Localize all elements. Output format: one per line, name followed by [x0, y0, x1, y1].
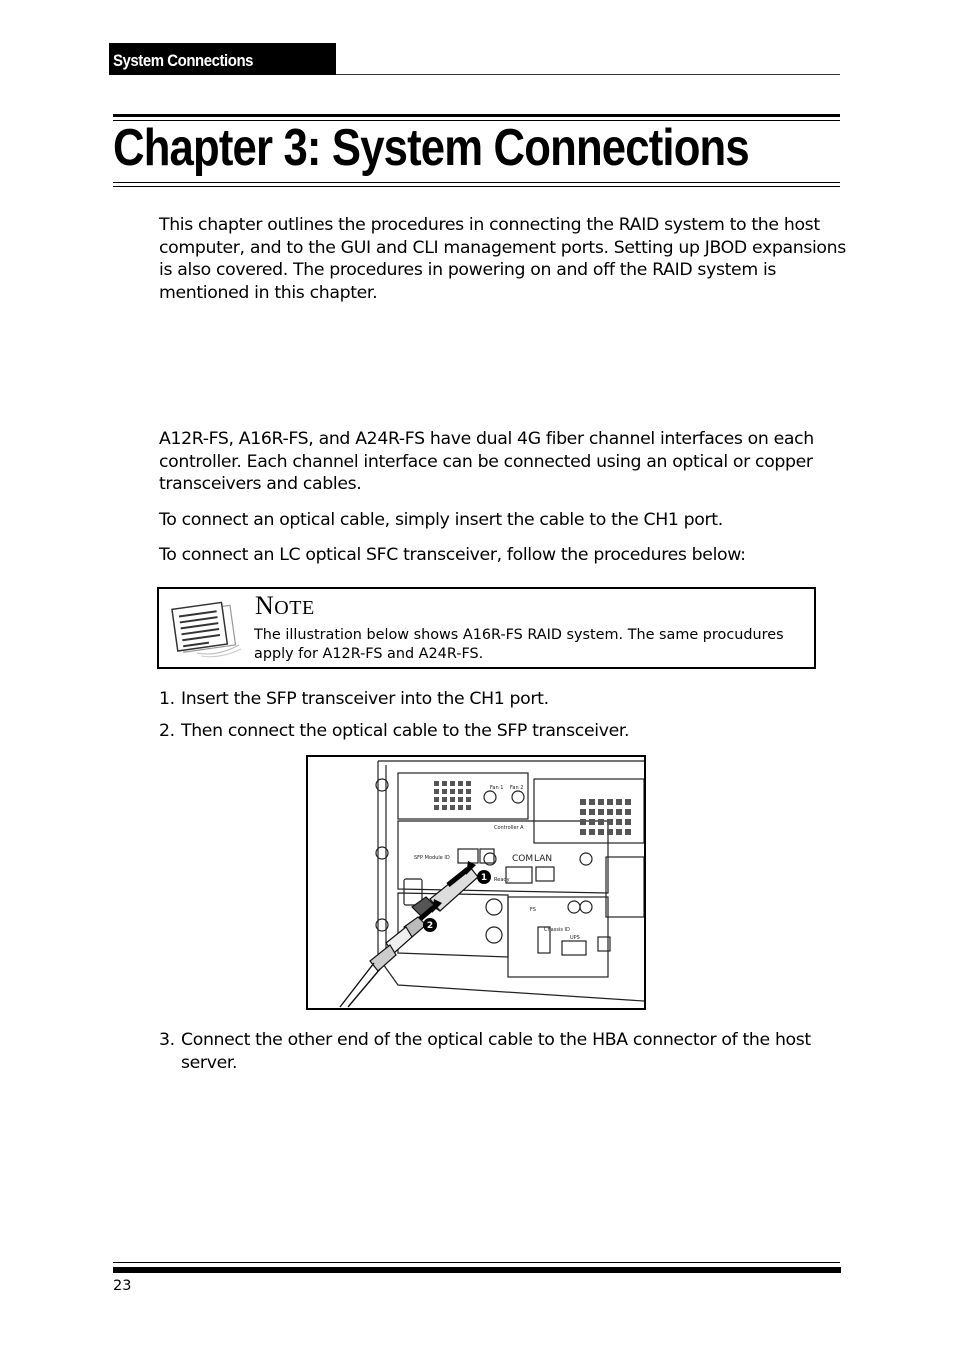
chassis-label: Chassis ID [544, 927, 570, 933]
fs-label: FS [530, 907, 536, 913]
sfp-label: SFP Module ID [414, 855, 450, 861]
running-header-label: System Connections [113, 51, 254, 70]
callout-2-label: 2 [426, 921, 434, 931]
running-header-tab [109, 43, 336, 75]
step-number: 2. [159, 721, 175, 741]
ups-label: UPS [570, 935, 580, 941]
callout-1-label: 1 [480, 873, 488, 883]
footer-rule-thin [113, 1262, 840, 1263]
raid-rear-panel-drawing [308, 757, 644, 1008]
step-number: 1. [159, 689, 175, 709]
fan1-label: Fan 1 [490, 785, 504, 791]
note-heading-initial: N [255, 591, 275, 620]
body-paragraph-2: To connect an optical cable, simply insert the cable to the CH1 port. [159, 510, 723, 530]
title-top-rule-thick [113, 114, 840, 117]
step-text: Insert the SFP transceiver into the CH1 port. [181, 689, 549, 709]
page-number: 23 [113, 1278, 132, 1294]
intro-paragraph: This chapter outlines the procedures in connecting the RAID system to the host computer, and to the GUI and CLI management ports. Setting up JBOD expansions is also covered. The procedures in powering on and off the RAID system is mentioned in this chapter. [159, 215, 846, 303]
lan-label: LAN [534, 854, 553, 864]
note-text: The illustration below shows A16R-FS RAID system. The same procudures apply for A12R-FS and A24R-FS. [254, 627, 784, 662]
note-heading [255, 591, 315, 621]
title-bottom-rule-thin [113, 182, 840, 183]
ready-label: Ready [494, 877, 510, 883]
note-heading-rest: OTE [274, 597, 315, 619]
step-text: Then connect the optical cable to the SFP transceiver. [181, 721, 630, 741]
footer-rule-thick [113, 1267, 841, 1273]
note-paper-icon [167, 599, 243, 659]
chapter-title: Chapter 3: System Connections [113, 119, 749, 177]
raid-rear-panel-illustration [306, 755, 646, 1010]
note-box [157, 587, 816, 669]
step-text: Connect the other end of the optical cable to the HBA connector of the host server. [181, 1030, 811, 1073]
fan2-label: Fan 2 [510, 785, 524, 791]
com-label: COM [512, 854, 534, 864]
title-bottom-rule-thin-2 [113, 186, 840, 187]
header-rule [336, 74, 840, 75]
step-number: 3. [159, 1030, 175, 1050]
body-paragraph-3: To connect an LC optical SFC transceiver, follow the procedures below: [159, 545, 746, 565]
controller-label: Controller A [494, 825, 524, 831]
body-paragraph-1: A12R-FS, A16R-FS, and A24R-FS have dual 4G fiber channel interfaces on each controller. Each channel interface can be connected using an optical or copper transceivers and cables. [159, 429, 814, 494]
